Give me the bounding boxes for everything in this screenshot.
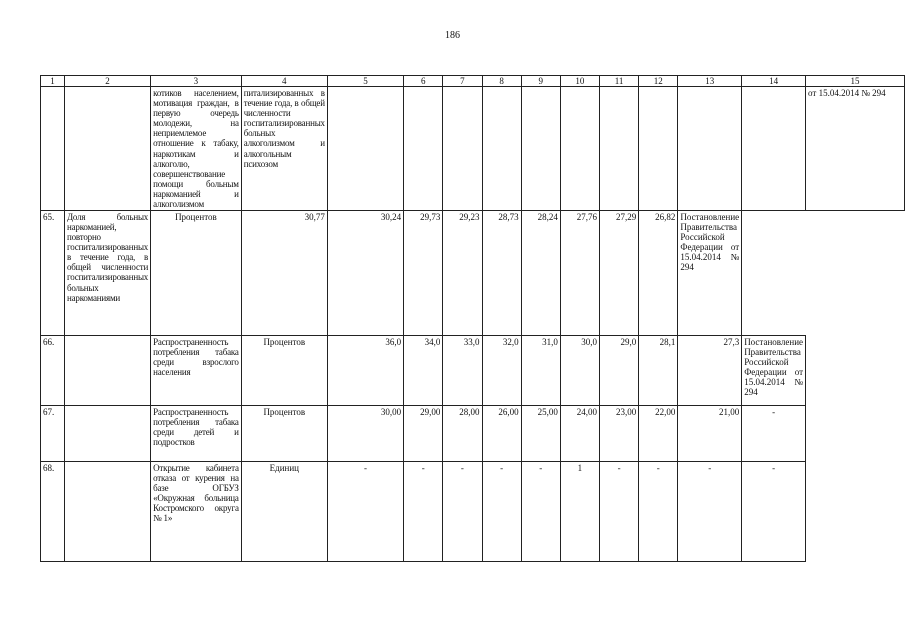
unit-cell: Процентов bbox=[241, 336, 327, 406]
value-cell: 29,23 bbox=[443, 211, 482, 336]
value-cell: 23,00 bbox=[600, 406, 639, 462]
value-cell: 1 bbox=[560, 462, 599, 562]
table-row bbox=[41, 406, 905, 462]
source-cell: Постановление Правительства Российской Федерации от 15.04.2014 № 294 bbox=[742, 336, 806, 406]
row-number-cell: 66. bbox=[41, 336, 65, 406]
value-cell: 33,0 bbox=[443, 336, 482, 406]
header-cell: 7 bbox=[443, 76, 482, 87]
header-cell: 6 bbox=[404, 76, 443, 87]
value-cell: 24,00 bbox=[560, 406, 599, 462]
unit-cell: Процентов bbox=[151, 211, 242, 336]
header-cell: 11 bbox=[600, 76, 639, 87]
value-cell: 28,73 bbox=[482, 211, 521, 336]
header-cell: 2 bbox=[64, 76, 150, 87]
value-cell: 28,00 bbox=[443, 406, 482, 462]
value-cell: - bbox=[327, 462, 403, 562]
row-number-cell: 67. bbox=[41, 406, 65, 462]
header-cell: 3 bbox=[151, 76, 242, 87]
value-cell: 22,00 bbox=[639, 406, 678, 462]
value-cell: 29,00 bbox=[404, 406, 443, 462]
value-cell: 29,0 bbox=[600, 336, 639, 406]
measure-cell bbox=[64, 406, 150, 462]
value-cell: - bbox=[482, 462, 521, 562]
table-row bbox=[41, 462, 905, 562]
source-cell: Постановление Правительства Российской Федерации от 15.04.2014 № 294 bbox=[678, 211, 742, 336]
header-cell: 14 bbox=[742, 76, 806, 87]
table-row bbox=[41, 336, 905, 406]
indicator-cell: Доля больных наркоманией, повторно госпитализированных в течение года, в общей численности госпитализированных больных наркоманиями bbox=[64, 211, 150, 336]
header-cell: 12 bbox=[639, 76, 678, 87]
value-cell: 31,0 bbox=[521, 336, 560, 406]
measure-cell: котиков населением, мотивация граждан, в первую очередь молодежи, на неприемлемое отношение к табаку, наркотикам и алкоголю, совершенствование помощи больным наркоманией и алкоголизмом bbox=[151, 87, 242, 211]
value-cell: 27,76 bbox=[560, 211, 599, 336]
indicator-cell: Распространенность потребления табака среди детей и подростков bbox=[151, 406, 242, 462]
header-cell: 5 bbox=[327, 76, 403, 87]
page-number: 186 bbox=[445, 30, 460, 41]
header-cell: 15 bbox=[806, 76, 905, 87]
value-cell: - bbox=[521, 462, 560, 562]
value-cell: - bbox=[639, 462, 678, 562]
value-cell: 27,29 bbox=[600, 211, 639, 336]
value-cell: 27,3 bbox=[678, 336, 742, 406]
table-row bbox=[41, 87, 905, 211]
value-cell: 30,24 bbox=[327, 211, 403, 336]
row-number-cell bbox=[41, 87, 65, 211]
value-cell: 26,82 bbox=[639, 211, 678, 336]
value-cell: 29,73 bbox=[404, 211, 443, 336]
empty-cell bbox=[64, 87, 150, 211]
indicator-cell: Открытие кабинета отказа от курения на базе ОГБУЗ «Окружная больница Костромского округа № 1» bbox=[151, 462, 242, 562]
value-cell: 28,24 bbox=[521, 211, 560, 336]
value-cell: - bbox=[443, 462, 482, 562]
value-cell: 30,77 bbox=[241, 211, 327, 336]
value-cell: 30,0 bbox=[560, 336, 599, 406]
header-cell: 10 bbox=[560, 76, 599, 87]
row-number-cell: 65. bbox=[41, 211, 65, 336]
value-cell: 28,1 bbox=[639, 336, 678, 406]
value-cell: - bbox=[404, 462, 443, 562]
source-cell: от 15.04.2014 № 294 bbox=[806, 87, 905, 211]
source-cell: - bbox=[742, 462, 806, 562]
value-cell: 32,0 bbox=[482, 336, 521, 406]
value-cell: 30,00 bbox=[327, 406, 403, 462]
indicators-table bbox=[40, 75, 905, 562]
header-cell: 4 bbox=[241, 76, 327, 87]
unit-cell: Единиц bbox=[241, 462, 327, 562]
header-cell: 9 bbox=[521, 76, 560, 87]
unit-cell bbox=[327, 87, 403, 211]
value-cell: 25,00 bbox=[521, 406, 560, 462]
row-number-cell: 68. bbox=[41, 462, 65, 562]
measure-cell bbox=[64, 336, 150, 406]
value-cell: 36,0 bbox=[327, 336, 403, 406]
value-cell: - bbox=[678, 462, 742, 562]
indicator-cell: Распространенность потребления табака среди взрослого населения bbox=[151, 336, 242, 406]
value-cell: 34,0 bbox=[404, 336, 443, 406]
value-cell: 21,00 bbox=[678, 406, 742, 462]
indicator-cell: питализированных в течение года, в общей численности госпитализированных больных алкоголизмом и алкогольным психозом bbox=[241, 87, 327, 211]
source-cell: - bbox=[742, 406, 806, 462]
value-cell: 26,00 bbox=[482, 406, 521, 462]
header-cell: 1 bbox=[41, 76, 65, 87]
header-cell: 8 bbox=[482, 76, 521, 87]
table-row bbox=[41, 211, 905, 336]
measure-cell bbox=[64, 462, 150, 562]
header-row bbox=[41, 76, 905, 87]
value-cell: - bbox=[600, 462, 639, 562]
unit-cell: Процентов bbox=[241, 406, 327, 462]
header-cell: 13 bbox=[678, 76, 742, 87]
